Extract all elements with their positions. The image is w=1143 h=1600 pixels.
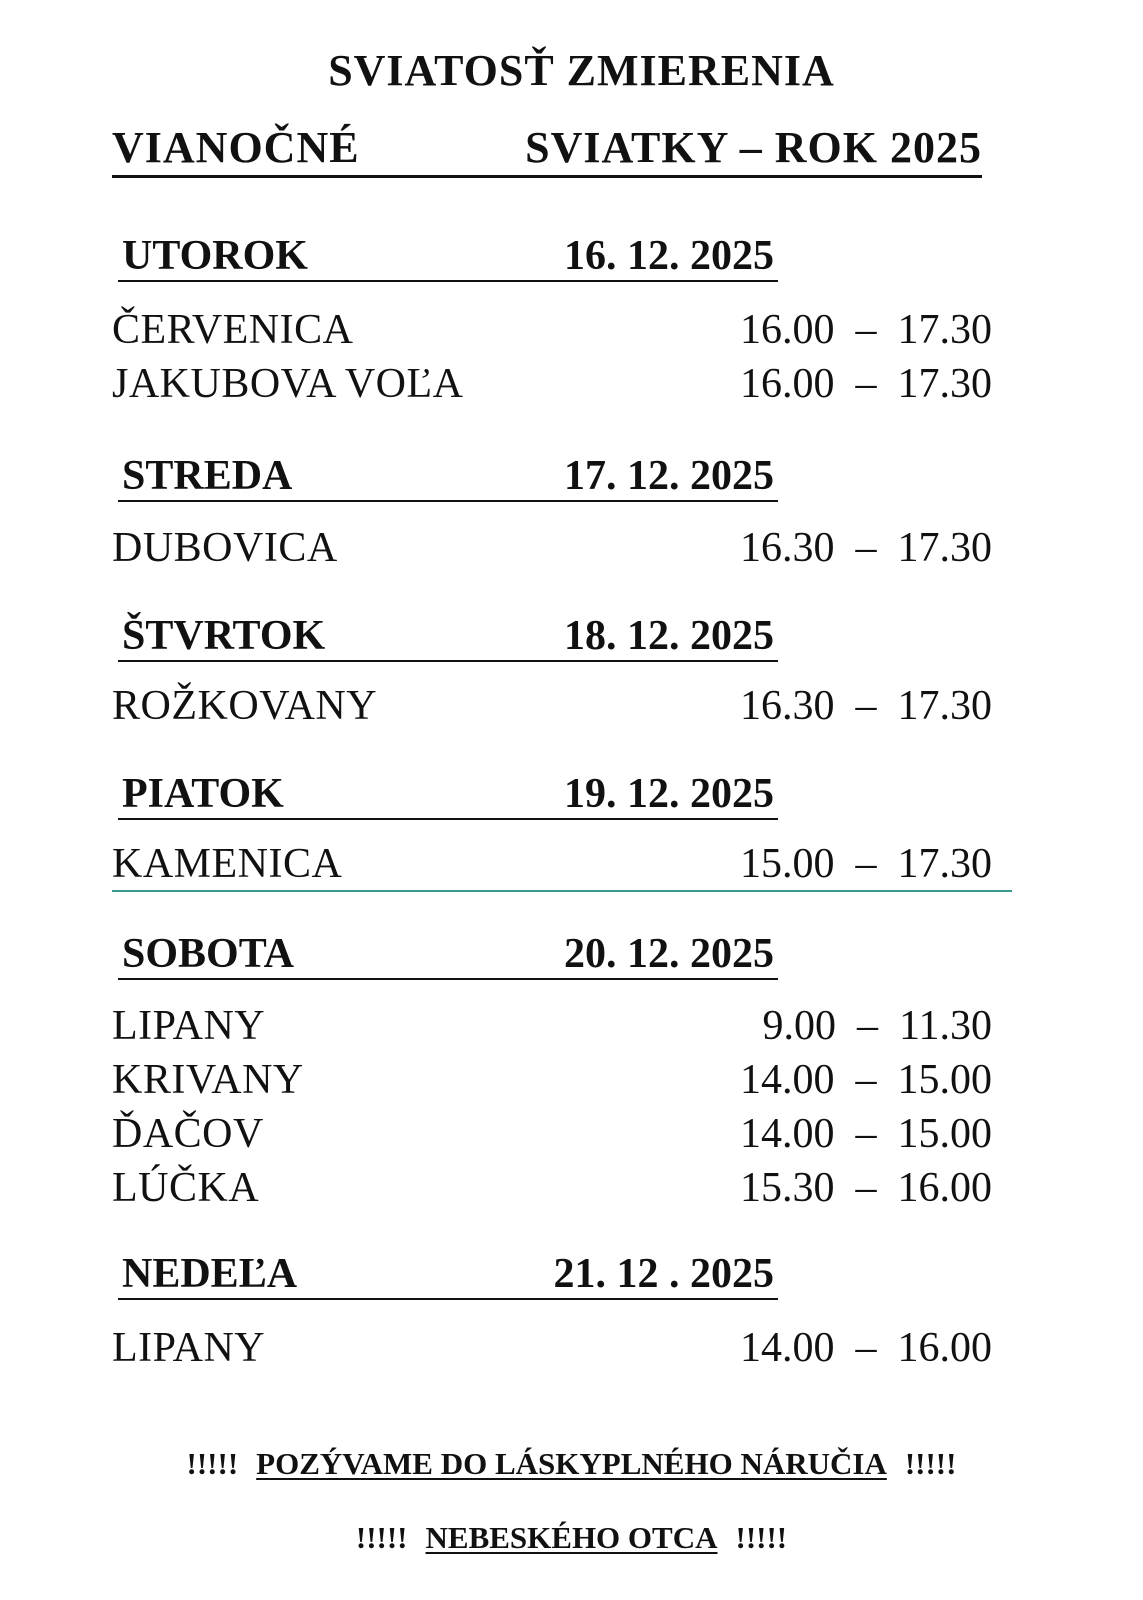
entry-time: 16.00 – 17.30 bbox=[740, 307, 992, 353]
footer-exclaim: !!!!! bbox=[735, 1520, 788, 1555]
footer-father-text: NEBESKÉHO OTCA bbox=[425, 1520, 718, 1555]
day-name: UTOROK bbox=[122, 233, 308, 279]
subtitle-right: SVIATKY – ROK 2025 bbox=[525, 123, 982, 172]
footer-line-1 bbox=[0, 1446, 1143, 1482]
day-date: 16. 12. 2025 bbox=[564, 233, 774, 279]
entry-time: 16.00 – 17.30 bbox=[740, 361, 992, 407]
schedule-entry bbox=[112, 1162, 992, 1214]
entry-place: ĎAČOV bbox=[112, 1111, 264, 1157]
schedule-entry bbox=[112, 358, 992, 410]
schedule-entry bbox=[112, 1054, 992, 1106]
day-name: ŠTVRTOK bbox=[122, 613, 326, 659]
day-name: NEDEĽA bbox=[122, 1251, 298, 1297]
entry-time: 15.30 – 16.00 bbox=[740, 1165, 992, 1211]
entry-place: KRIVANY bbox=[112, 1057, 304, 1103]
day-header-sobota bbox=[118, 930, 778, 980]
pen-underline bbox=[112, 890, 1012, 892]
entry-place: DUBOVICA bbox=[112, 525, 338, 571]
day-name: STREDA bbox=[122, 453, 293, 499]
day-date: 21. 12 . 2025 bbox=[553, 1251, 774, 1297]
day-date: 18. 12. 2025 bbox=[564, 613, 774, 659]
day-date: 17. 12. 2025 bbox=[564, 453, 774, 499]
footer-exclaim: !!!!! bbox=[186, 1446, 239, 1481]
footer-line-2 bbox=[0, 1520, 1143, 1556]
schedule-entry bbox=[112, 1322, 992, 1374]
schedule-entry bbox=[112, 1000, 992, 1052]
footer-invitation-text: POZÝVAME DO LÁSKYPLNÉHO NÁRUČIA bbox=[256, 1446, 887, 1481]
day-name: PIATOK bbox=[122, 771, 284, 817]
entry-place: LÚČKA bbox=[112, 1165, 260, 1211]
entry-place: ROŽKOVANY bbox=[112, 683, 378, 729]
entry-time: 15.00 – 17.30 bbox=[740, 841, 992, 887]
day-name: SOBOTA bbox=[122, 931, 294, 977]
entry-place: KAMENICA bbox=[112, 841, 343, 887]
subtitle-left: VIANOČNÉ bbox=[112, 123, 360, 172]
schedule-entry bbox=[112, 304, 992, 356]
day-header-piatok bbox=[118, 770, 778, 820]
document-title: SVIATOSŤ ZMIERENIA bbox=[328, 46, 835, 95]
entry-time: 9.00 – 11.30 bbox=[762, 1003, 992, 1049]
entry-time: 16.30 – 17.30 bbox=[740, 683, 992, 729]
schedule-entry bbox=[112, 522, 992, 574]
entry-place: LIPANY bbox=[112, 1003, 266, 1049]
day-date: 19. 12. 2025 bbox=[564, 771, 774, 817]
entry-time: 14.00 – 15.00 bbox=[740, 1111, 992, 1157]
footer-exclaim: !!!!! bbox=[355, 1520, 408, 1555]
day-header-nedela bbox=[118, 1250, 778, 1300]
entry-time: 16.30 – 17.30 bbox=[740, 525, 992, 571]
entry-time: 14.00 – 16.00 bbox=[740, 1325, 992, 1371]
entry-time: 14.00 – 15.00 bbox=[740, 1057, 992, 1103]
document-subtitle bbox=[112, 122, 982, 178]
schedule-entry bbox=[112, 1108, 992, 1160]
schedule-entry bbox=[112, 838, 992, 890]
entry-place: LIPANY bbox=[112, 1325, 266, 1371]
day-date: 20. 12. 2025 bbox=[564, 931, 774, 977]
day-header-utorok bbox=[118, 232, 778, 282]
footer-exclaim: !!!!! bbox=[904, 1446, 957, 1481]
day-header-streda bbox=[118, 452, 778, 502]
entry-place: JAKUBOVA VOĽA bbox=[112, 361, 464, 407]
entry-place: ČERVENICA bbox=[112, 307, 354, 353]
schedule-entry bbox=[112, 680, 992, 732]
day-header-stvrtok bbox=[118, 612, 778, 662]
